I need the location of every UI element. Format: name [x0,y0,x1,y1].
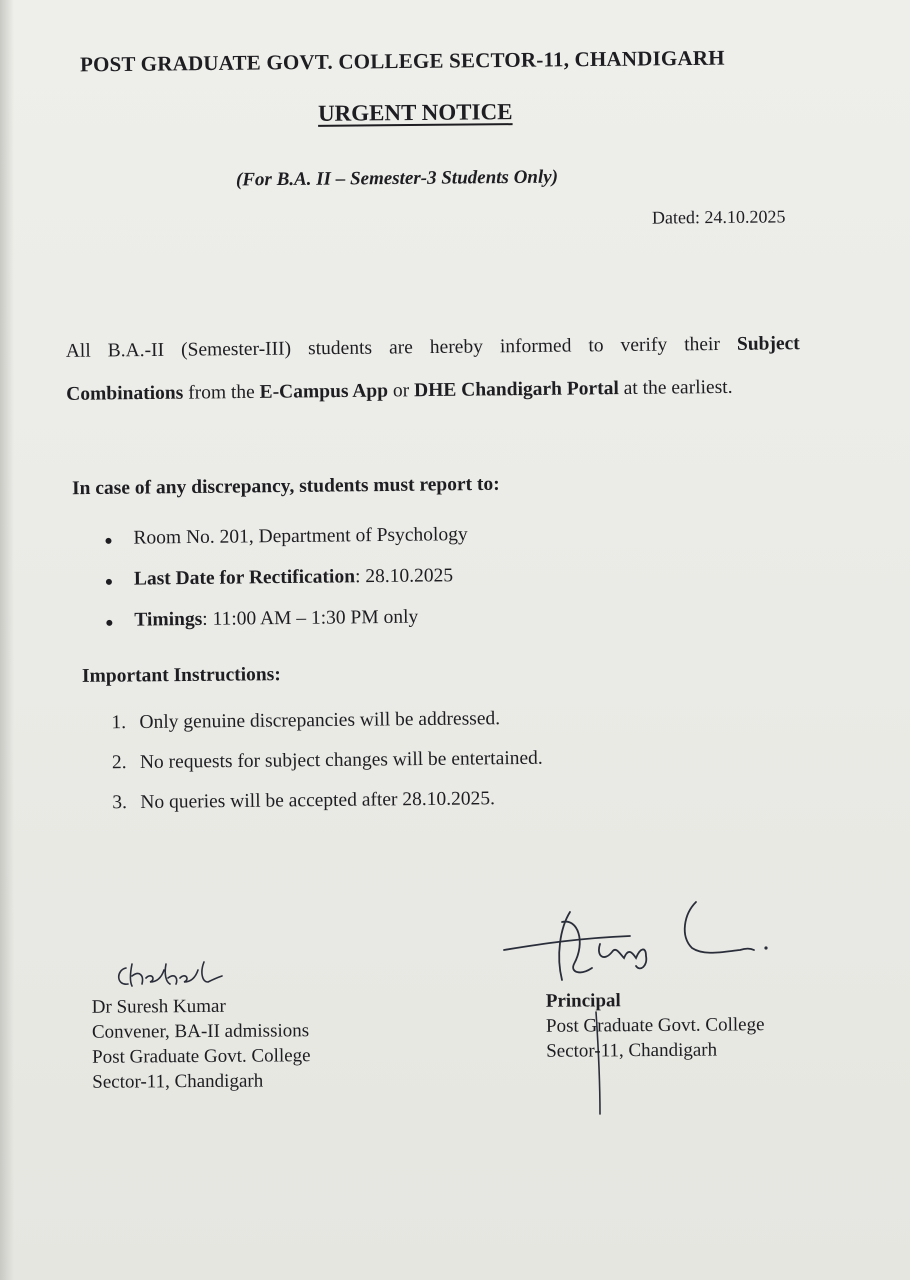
report-heading: In case of any discrepancy, students must report to: [71,473,500,500]
report-item-timings [104,606,469,651]
timings-value: : 11:00 AM – 1:30 PM only [202,606,419,630]
report-item-last-date [104,565,469,610]
instruction-item [112,788,543,833]
intro-text-2: from the [183,381,260,404]
instruction-number: 1. [111,712,127,734]
instructions-list [111,708,543,833]
ecampus-app-text: E-Campus App [259,380,389,403]
instructions-heading: Important Instructions: [81,664,281,687]
report-list [103,524,468,651]
principal-place: Sector-11, Chandigarh [546,1039,718,1062]
college-title: POST GRADUATE GOVT. COLLEGE SECTOR-11, CHANDIGARH [79,45,725,77]
convener-title: Convener, BA-II admissions [91,1020,310,1043]
instruction-item [111,708,542,753]
subject-combinations-text: Subject Combinations [66,333,800,405]
instruction-text: No requests for subject changes will be entertained. [139,747,543,773]
convener-block [92,993,311,1095]
room-text: Room No. 201, Department of Psychology [133,524,468,549]
intro-text-1: All B.A.-II (Semester-III) students are hereby informed to verify their [65,333,738,362]
convener-place: Sector-11, Chandigarh [92,1070,264,1093]
last-date-value: : 28.10.2025 [354,565,454,588]
notice-title: URGENT NOTICE [317,99,513,126]
principal-block [546,987,765,1064]
instruction-number: 3. [112,792,128,814]
intro-text-3: or [387,380,415,402]
convener-org: Post Graduate Govt. College [92,1045,311,1068]
instruction-number: 2. [111,752,127,774]
report-item-room [103,524,468,569]
intro-text-4: at the earliest. [618,376,733,400]
convener-name: Dr Suresh Kumar [91,995,226,1018]
principal-title: Principal [545,990,621,1012]
intro-paragraph [66,322,801,416]
notice-date: Dated: 24.10.2025 [651,206,786,228]
last-date-label: Last Date for Rectification [133,566,356,590]
instruction-item [112,748,543,793]
instruction-text: Only genuine discrepancies will be addressed. [139,708,501,733]
principal-org: Post Graduate Govt. College [545,1014,765,1037]
timings-label: Timings [134,608,203,631]
dhe-portal-text: DHE Chandigarh Portal [413,378,619,402]
convener-signature [112,958,232,994]
notice-subtitle: (For B.A. II – Semester-3 Students Only) [235,166,559,191]
instruction-text: No queries will be accepted after 28.10.2025. [140,788,496,813]
